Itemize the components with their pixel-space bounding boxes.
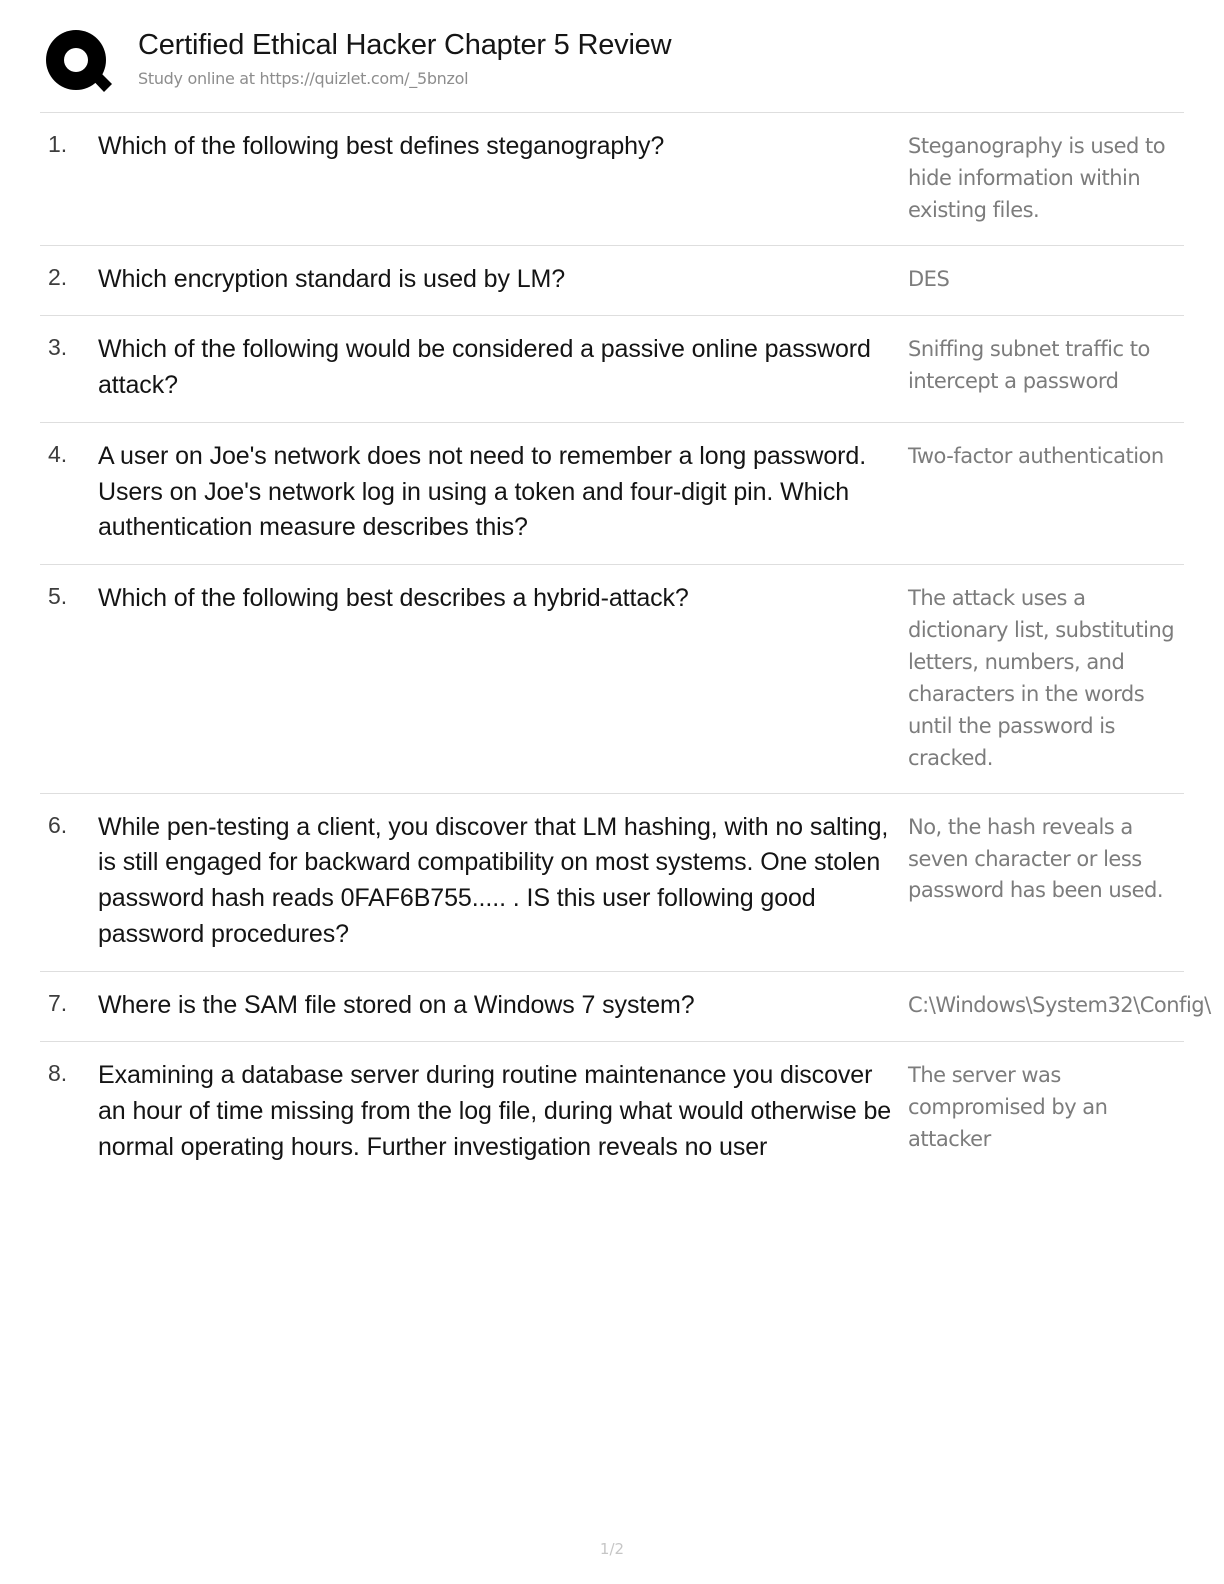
- question-text: Examining a database server during routine maintenance you discover an hour of time missing from the log file, during what would otherwise be normal operating hours. Further investigation reveals no user: [98, 1061, 892, 1161]
- quizlet-q-logo-icon: [42, 26, 116, 100]
- answer-text: C:\Windows\System32\Config\: [908, 992, 1211, 1017]
- answer-text: The server was compromised by an attacker: [908, 1063, 1108, 1152]
- question-text: Where is the SAM file stored on a Windows 7 system?: [98, 990, 695, 1019]
- header-text-block: [116, 22, 671, 88]
- answer-text: Sniffing subnet traffic to intercept a password: [908, 337, 1150, 394]
- page-title: Certified Ethical Hacker Chapter 5 Review: [138, 29, 672, 61]
- page-number-footer: 1/2: [599, 1540, 625, 1558]
- study-link-subtitle[interactable]: Study online at https://quizlet.com/_5bnzol: [138, 68, 469, 88]
- qa-row: [40, 113, 1184, 246]
- question-text: Which of the following best describes a hybrid-attack?: [98, 584, 689, 613]
- qa-row: [40, 972, 1211, 1043]
- item-number: 3.: [48, 334, 68, 361]
- answer-text: Steganography is used to hide information within existing files.: [908, 134, 1166, 222]
- item-number: 4.: [48, 440, 68, 467]
- answer-text: The attack uses a dictionary list, substituting letters, numbers, and characters in the words until the password is cracked.: [908, 586, 1175, 770]
- item-number: 6.: [48, 811, 68, 838]
- qa-row: [40, 423, 1184, 565]
- item-number: 7.: [48, 989, 68, 1016]
- question-text: Which of the following would be considered a passive online password attack?: [98, 335, 871, 400]
- answer-text: No, the hash reveals a seven character or less password has been used.: [908, 814, 1163, 903]
- question-text: A user on Joe's network does not need to remember a long password. Users on Joe's network log in using a token and four-digit pin. Which authentication measure describes this?: [98, 441, 867, 542]
- question-answer-list: [40, 112, 1211, 1184]
- item-number: 1.: [48, 131, 68, 157]
- qa-row: [40, 565, 1184, 793]
- qa-row: [40, 246, 1184, 317]
- answer-text: Two-factor authentication: [908, 443, 1164, 468]
- qa-row: [40, 794, 1184, 972]
- answer-text: DES: [908, 266, 950, 291]
- qa-row: [40, 316, 1184, 423]
- item-number: 8.: [48, 1060, 68, 1087]
- item-number: 2.: [48, 263, 68, 290]
- question-text: Which encryption standard is used by LM?: [98, 264, 566, 293]
- question-text: While pen-testing a client, you discover that LM hashing, with no salting, is still engaged for backward compatibility on most systems. One stolen password hash reads 0FAF6B755..... . IS this user following good password procedures?: [98, 812, 889, 948]
- qa-row: [40, 1042, 1184, 1183]
- question-text: Which of the following best defines steganography?: [98, 132, 665, 160]
- item-number: 5.: [48, 583, 68, 610]
- document-header: [40, 22, 1184, 108]
